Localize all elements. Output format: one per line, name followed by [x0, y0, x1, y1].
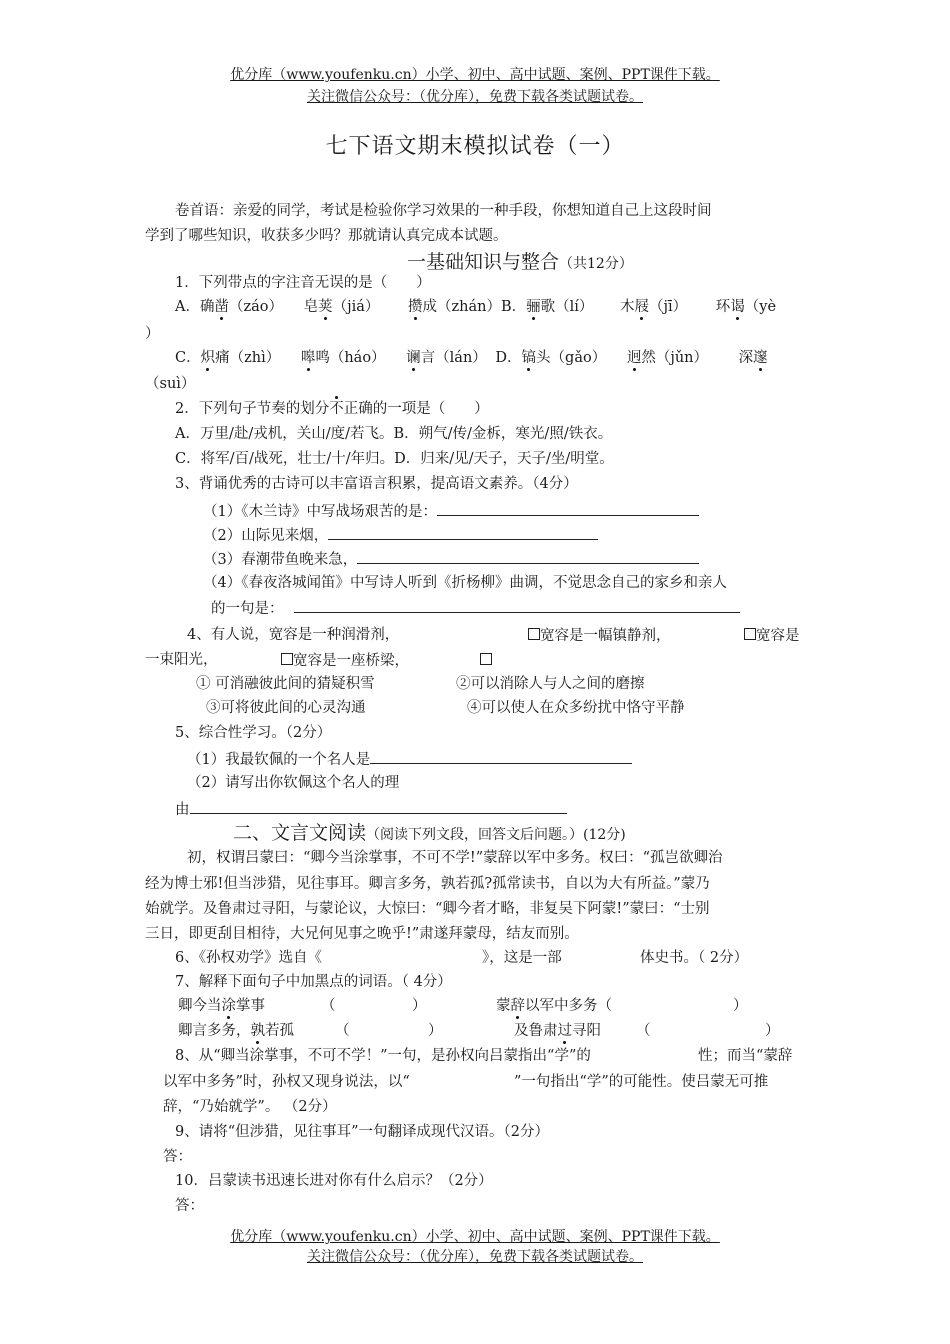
page-title: 七下语文期末模拟试卷（一） — [325, 134, 625, 159]
q4-line-1a: 4、有人说，宽容是一种润滑剂， — [187, 627, 400, 643]
q2-stem-b: 正确的一项是（ ） — [343, 401, 489, 417]
q5-p1-blank[interactable] — [370, 751, 632, 764]
q7-w2-dotchar: 辞 — [510, 998, 525, 1014]
section-2-title: 二、文言文阅读 — [233, 822, 367, 844]
q7-word-3 — [178, 1024, 294, 1039]
q1-options-ab — [175, 300, 776, 315]
q1-d-label: D． — [495, 350, 522, 366]
q7-answer-3-open[interactable]: （ — [335, 1023, 350, 1039]
q7-answer-2-close: ） — [733, 998, 748, 1014]
q8-line-3: 辞，“乃始就学”。 （2分） — [163, 1099, 337, 1115]
q1-c-label: C． — [175, 350, 201, 366]
passage-line-3: 始就学。及鲁肃过寻阳，与蒙论议，大惊曰：“卿今者才略，非复吴下阿蒙!”蒙曰：“士别 — [145, 901, 710, 917]
q1-a3-dotchar: 攒 — [408, 299, 423, 315]
q1-b1-pinyin: （lí） — [555, 299, 594, 315]
q1-b2-dotchar: 屐 — [634, 299, 650, 315]
q3-p1-text: （1）《木兰诗》中写战场艰苦的是： — [203, 504, 437, 520]
passage-line-2: 经为博士邪!但当涉猎，见往事耳。卿言多务，孰若孤?孤常读书，自以为大有所益。”蒙乃 — [145, 876, 710, 892]
q1-d3-char: 深 — [738, 350, 754, 366]
q4-box-4-wrap — [480, 653, 492, 669]
q4-option-4: ④可以使人在众多纷扰中恪守平静 — [467, 700, 685, 716]
q8-line-2b: ”一句指出“学”的可能性。使吕蒙无可推 — [514, 1074, 769, 1090]
header-line-2: 关注微信公众号：（优分库），免费下载各类试题试卷。 — [307, 89, 643, 105]
q1-d2-char: 然 — [641, 350, 656, 366]
q5-p1-text: （1）我最钦佩的一个名人是 — [187, 752, 371, 768]
q1-d2-pinyin: （jǔn） — [655, 350, 709, 366]
q1-b3-pinyin: （yè — [744, 299, 777, 315]
q1-b3-char: 环 — [715, 299, 731, 315]
q1-c3-char: 言 — [420, 350, 436, 366]
q7-w3-pre: 卿言多务， — [178, 1023, 251, 1039]
footer-line-2: 关注微信公众号：（优分库），免费下载各类试题试卷。 — [307, 1249, 643, 1265]
q1-c1-char: 痛 — [215, 350, 230, 366]
q7-word-2 — [496, 999, 612, 1014]
q1-d2-dotchar: 迥 — [626, 350, 642, 366]
q7-w4-pre: 及鲁肃 — [514, 1023, 558, 1039]
q1-c2-char: 鸣 — [315, 350, 330, 366]
q1-c1-dotchar: 炽 — [200, 350, 216, 366]
q2-stem-emph: 不 — [329, 401, 344, 417]
q7-answer-1-open[interactable]: （ — [321, 998, 336, 1014]
q7-w2-post[interactable]: 以军中多务（ — [525, 998, 612, 1014]
q3-p4-blank[interactable] — [294, 600, 740, 613]
q1-wrap: ） — [145, 326, 160, 342]
section-1-points: （共12分） — [559, 256, 633, 272]
q1-stem-text: 1．下列带点的字注音无误的是（ ） — [175, 275, 431, 291]
q1-a1-char: 凿 — [214, 299, 229, 315]
q8-line-2a: 以军中多务”时，孙权又现身说法，以“ — [163, 1074, 410, 1090]
q3-p3-blank[interactable] — [357, 551, 699, 564]
passage-line-4: 三日，即更刮目相待，大兄何见事之晚乎!”肃遂拜蒙母，结友而别。 — [145, 926, 579, 942]
q7-w1-pre: 卿今当 — [178, 998, 222, 1014]
intro-line-1: 卷首语：亲爱的同学，考试是检验你学习效果的一种手段，你想知道自己上这段时间 — [175, 203, 712, 219]
q1-b3-dotchar: 谒 — [730, 299, 745, 315]
q4-line-2b — [281, 653, 409, 669]
q3-p3-text: （3）春潮带鱼晚来急， — [203, 552, 358, 568]
q4-option-2: ②可以消除人与人之间的磨擦 — [456, 676, 645, 692]
q6-part-a: 6、《孙权劝学》选自《 — [175, 950, 322, 966]
q1-c3-pinyin: （lán） — [435, 350, 487, 366]
q5-p2-blank[interactable] — [190, 801, 567, 814]
q7-answer-3-close: ） — [428, 1023, 443, 1039]
q2-stem — [175, 402, 489, 417]
q3-part-4b — [211, 600, 740, 617]
q10-stem: 10．吕蒙读书迅速长进对你有什么启示？（2分） — [175, 1173, 493, 1189]
q3-part-1 — [203, 503, 699, 520]
q4-box-4[interactable] — [480, 653, 492, 665]
section-1-heading — [407, 253, 633, 272]
q1-d1-pinyin: （gǎo） — [550, 350, 607, 366]
passage-line-1: 初，权谓吕蒙曰：“卿今当涂掌事，不可不学!”蒙辞以军中多务。权曰：“孤岂欲卿治 — [187, 850, 723, 866]
q4-option-3: ③可将彼此间的心灵沟通 — [206, 700, 366, 716]
q2-options-cd: C．将军/百/战死，壮士/十/年归。D．归来/见/天子，天子/坐/明堂。 — [175, 451, 614, 467]
q2-options-ab: A．万里/赴/戎机，关山/度/若飞。B．朔气/传/金柝，寒光/照/铁衣。 — [175, 426, 613, 442]
q9-stem: 9、请将“但涉猎，见往事耳”一句翻译成现代汉语。（2分） — [175, 1124, 550, 1140]
q1-d1-dotchar: 镐 — [521, 350, 537, 366]
q1-b1-char: 歌 — [540, 299, 556, 315]
q1-b2-char: 木 — [620, 299, 635, 315]
q7-w3-dotchar: 孰 — [250, 1023, 265, 1039]
q6-part-b: 》，这是一部 — [482, 950, 562, 966]
q4-line-1c — [744, 628, 800, 644]
q4-l2b-text: 宽容是一座桥梁， — [293, 653, 409, 669]
q4-l1b-text: 宽容是一幅镇静剂， — [540, 628, 671, 644]
q7-answer-4-close: ） — [765, 1023, 780, 1039]
q5-p2b-text: 由 — [175, 802, 190, 818]
q9-answer-label[interactable]: 答： — [163, 1149, 192, 1165]
q7-word-1 — [178, 999, 265, 1014]
q4-line-2a: 一束阳光， — [145, 652, 218, 668]
q3-p4b-text: 的一句是： — [211, 601, 284, 617]
q10-answer-label[interactable]: 答： — [175, 1198, 204, 1214]
q7-w1-dotchar: 涂 — [221, 998, 236, 1014]
q7-word-4 — [514, 1024, 601, 1039]
section-1-title: 一基础知识与整合 — [407, 251, 560, 273]
q4-line-1b — [528, 628, 671, 644]
q7-w2-pre: 蒙 — [496, 998, 511, 1014]
q7-w4-post: 寻阳 — [572, 1023, 601, 1039]
q3-stem: 3、背诵优秀的古诗可以丰富语言积累，提高语文素养。（4分） — [175, 476, 578, 492]
q4-option-1: ① 可消融彼此间的猜疑积雪 — [196, 676, 375, 692]
q1-c2-dotchar: 嗥 — [300, 350, 316, 366]
q6-part-c: 体史书。（ 2分） — [640, 950, 749, 966]
q1-d3-dotchar: 邃 — [753, 350, 768, 366]
q1-options-cd — [175, 351, 768, 366]
q1-a3-pinyin: （zhán） — [437, 299, 501, 315]
q4-box-2[interactable] — [744, 628, 756, 640]
q1-b2-pinyin: （jī） — [649, 299, 688, 315]
q7-w4-dotchar: 过 — [557, 1023, 572, 1039]
q7-stem: 7、解释下面句子中加黑点的词语。（ 4分） — [175, 974, 452, 990]
q3-part-2 — [203, 527, 598, 544]
q3-p2-text: （2）山际见来烟， — [203, 528, 329, 544]
footer-line-1[interactable]: 优分库（www.youfenku.cn）小学、初中、高中试题、案例、PPT课件下载。 — [230, 1229, 720, 1245]
q1-a2-pinyin: （jiá） — [332, 299, 380, 315]
q4-l1c-text: 宽容是 — [756, 628, 800, 644]
q5-part-2b — [175, 801, 567, 818]
q8-line-1a: 8、从“卿当涂掌事，不可不学！”一句，是孙权向吕蒙指出“学”的 — [175, 1048, 591, 1064]
q1-b-label: B． — [500, 299, 527, 315]
q1-a1-pinyin: （záo） — [228, 299, 283, 315]
q7-answer-4-open[interactable]: （ — [636, 1023, 651, 1039]
q3-part-4: （4）《春夜洛城闻笛》中写诗人听到《折杨柳》曲调，不觉思念自己的家乡和亲人 — [203, 575, 727, 591]
q4-box-3[interactable] — [281, 653, 293, 665]
intro-line-2: 学到了哪些知识，收获多少吗？那就请认真完成本试题。 — [145, 228, 508, 244]
q7-w3-post: 若孤 — [265, 1023, 294, 1039]
q1-c1-pinyin: （zhì） — [229, 350, 281, 366]
q3-part-3 — [203, 551, 699, 568]
q7-w1-post: 掌事 — [236, 998, 265, 1014]
q1-a2-char: 皂 — [303, 299, 319, 315]
q1-a2-dotchar: 荚 — [318, 299, 333, 315]
q1-c2-pinyin: （háo） — [329, 350, 386, 366]
q3-p2-blank[interactable] — [328, 527, 598, 540]
q1-a-label: A．确 — [175, 299, 215, 315]
q5-part-2: （2）请写出你钦佩这个名人的理 — [187, 775, 400, 791]
section-2-heading — [233, 824, 626, 843]
q8-line-1b: 性；而当“蒙辞 — [698, 1048, 793, 1064]
q1-c3-dotchar: 谰 — [406, 350, 421, 366]
q1-a3-char: 成 — [422, 299, 437, 315]
header-line-1[interactable]: 优分库（www.youfenku.cn）小学、初中、高中试题、案例、PPT课件下载。 — [230, 67, 720, 83]
q7-answer-1-close: ） — [412, 998, 427, 1014]
q1-d1-char: 头 — [536, 350, 551, 366]
q4-box-1[interactable] — [528, 628, 540, 640]
q1-b1-dotchar: 骊 — [526, 299, 541, 315]
q1-stem — [175, 276, 431, 291]
q5-part-1 — [187, 751, 632, 768]
q3-p1-blank[interactable] — [437, 503, 699, 516]
q2-stem-a: 2．下列句子节奏的划分 — [175, 401, 330, 417]
q1-d3-pinyin: （suì） — [145, 376, 196, 392]
q5-stem: 5、综合性学习。（2分） — [175, 725, 332, 741]
section-2-note: （阅读下列文段，回答文后问题。）(12分) — [366, 827, 626, 843]
